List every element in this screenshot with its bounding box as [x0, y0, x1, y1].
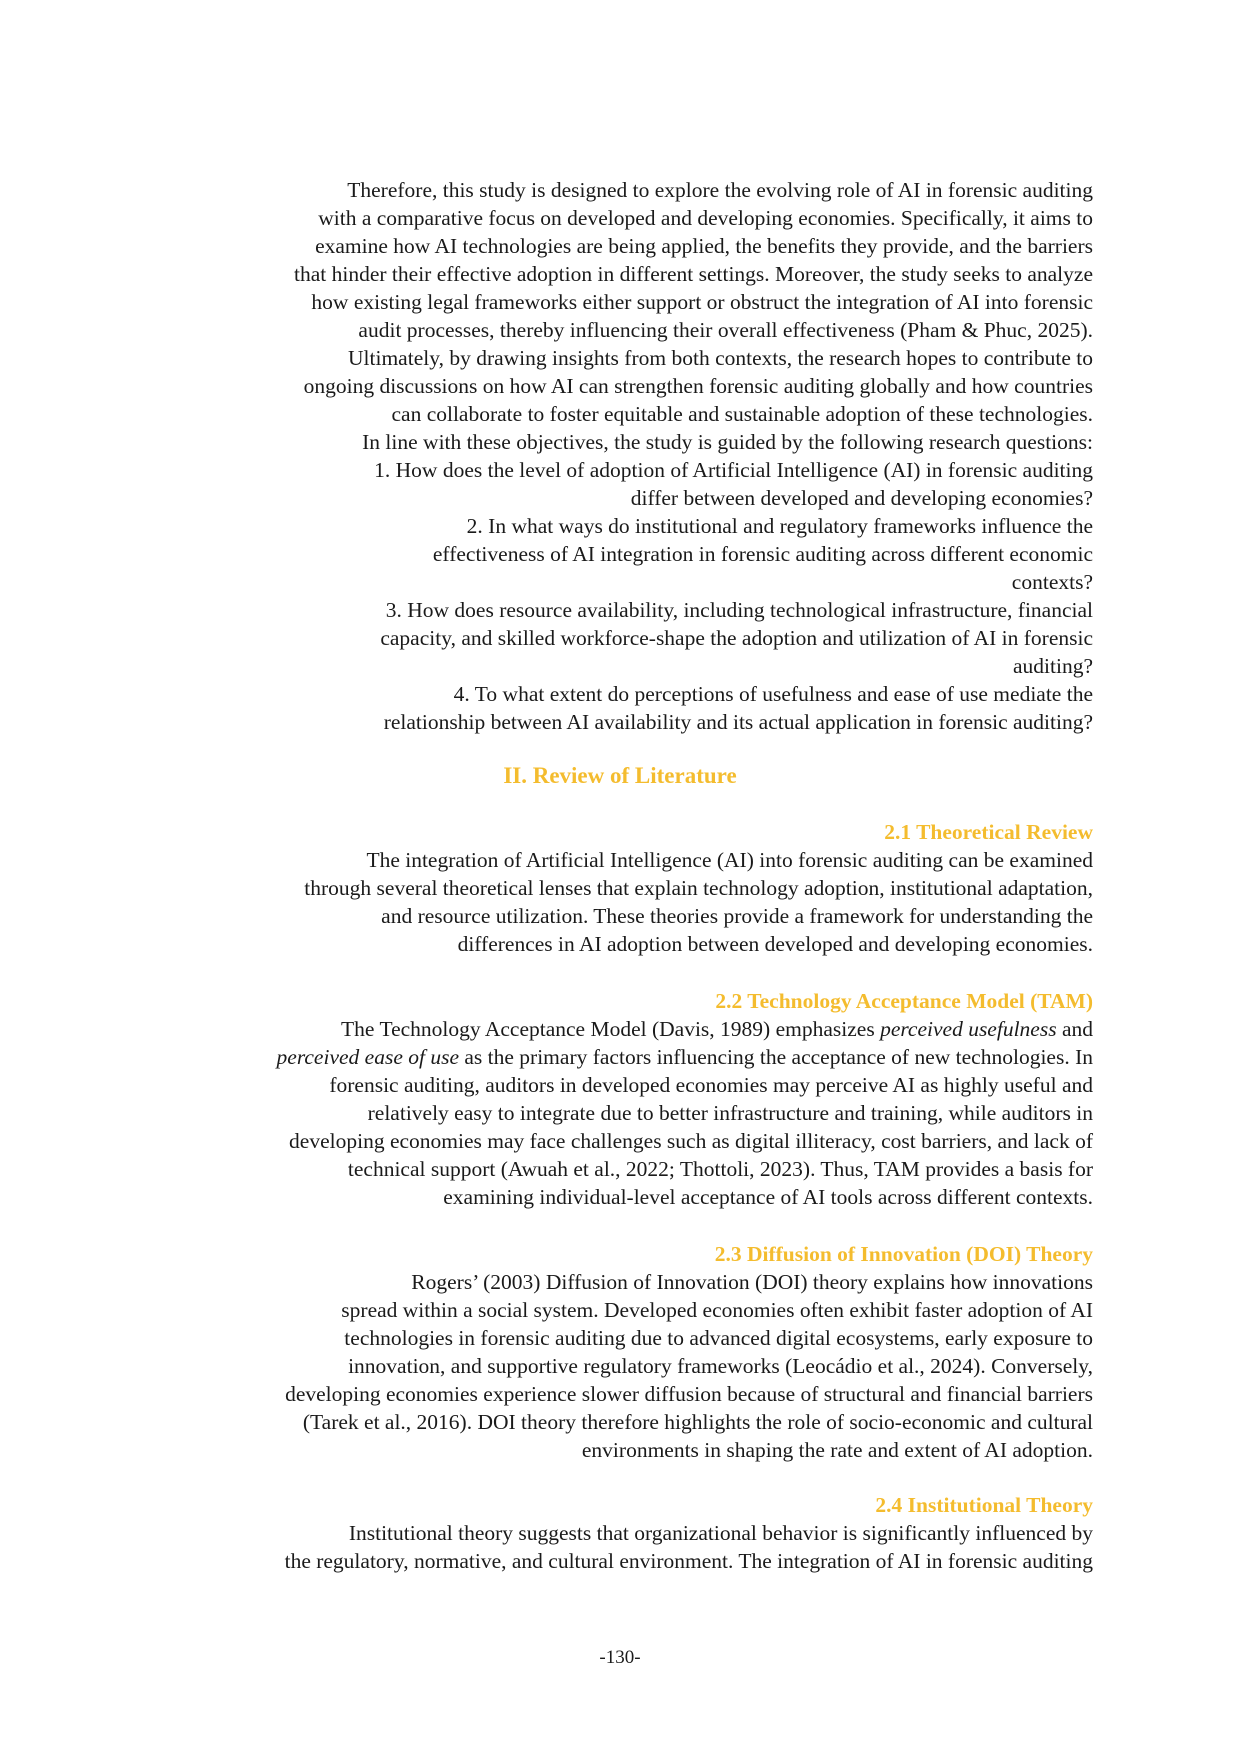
research-question-3 — [153, 596, 1093, 680]
intro-line: with a comparative focus on developed and developing economies. Specifically, it aims to — [318, 206, 1093, 230]
question-line: effectiveness of AI integration in forensic auditing across different economic — [432, 542, 1093, 566]
emphasis-text: perceived ease of use — [276, 1045, 459, 1069]
paragraph-line — [153, 1043, 1093, 1071]
paragraph-line: innovation, and supportive regulatory frameworks (Leocádio et al., 2024). Conversely, — [348, 1354, 1093, 1378]
intro-line: examine how AI technologies are being applied, the benefits they provide, and the barriers — [315, 234, 1093, 258]
section-heading: II. Review of Literature — [503, 763, 737, 788]
question-line: 3. How does resource availability, including technological infrastructure, financial — [385, 598, 1093, 622]
question-line: differ between developed and developing economies? — [630, 486, 1093, 510]
intro-line: Therefore, this study is designed to explore the evolving role of AI in forensic auditing — [347, 178, 1093, 202]
paragraph-line — [153, 1015, 1093, 1043]
paragraph-line: Rogers’ (2003) Diffusion of Innovation (DOI) theory explains how innovations — [411, 1270, 1093, 1294]
paragraph-line: the regulatory, normative, and cultural environment. The integration of AI in forensic auditing — [284, 1549, 1093, 1573]
intro-line: how existing legal frameworks either support or obstruct the integration of AI into forensic — [311, 290, 1093, 314]
paragraph-line: relatively easy to integrate due to better infrastructure and training, while auditors in — [367, 1101, 1093, 1125]
paragraph-line: and resource utilization. These theories provide a framework for understanding the — [381, 904, 1093, 928]
paragraph-line: (Tarek et al., 2016). DOI theory therefore highlights the role of socio-economic and cultural — [302, 1410, 1093, 1434]
text-run: as the primary factors influencing the acceptance of new technologies. In — [459, 1045, 1093, 1069]
paragraph-line: through several theoretical lenses that explain technology adoption, institutional adaptation, — [304, 876, 1093, 900]
research-question-2 — [153, 512, 1093, 596]
section-heading-container — [0, 761, 1240, 791]
question-line: contexts? — [1011, 570, 1093, 594]
subsection-heading: 2.1 Theoretical Review — [884, 820, 1093, 844]
question-line: auditing? — [1012, 654, 1093, 678]
intro-line: Ultimately, by drawing insights from both contexts, the research hopes to contribute to — [348, 346, 1093, 370]
text-run: The Technology Acceptance Model (Davis, 1989) emphasizes — [341, 1017, 881, 1041]
intro-line: In line with these objectives, the study is guided by the following research questions: — [362, 430, 1093, 454]
question-line: 2. In what ways do institutional and regulatory frameworks influence the — [466, 514, 1093, 538]
paragraph-line: forensic auditing, auditors in developed economies may perceive AI as highly useful and — [329, 1073, 1093, 1097]
intro-line: can collaborate to foster equitable and sustainable adoption of these technologies. — [391, 402, 1093, 426]
subsection-heading: 2.4 Institutional Theory — [875, 1493, 1093, 1517]
text-run: and — [1056, 1017, 1093, 1041]
paragraph-line: Institutional theory suggests that organizational behavior is significantly influenced by — [348, 1521, 1093, 1545]
intro-line: that hinder their effective adoption in different settings. Moreover, the study seeks to analyze — [294, 262, 1093, 286]
institutional-theory-section — [153, 1491, 1093, 1575]
tam-section — [153, 987, 1093, 1211]
paragraph-line: technical support (Awuah et al., 2022; Thottoli, 2023). Thus, TAM provides a basis for — [347, 1157, 1093, 1181]
subsection-heading: 2.2 Technology Acceptance Model (TAM) — [715, 989, 1093, 1013]
intro-line: ongoing discussions on how AI can strengthen forensic auditing globally and how countries — [303, 374, 1093, 398]
question-line: capacity, and skilled workforce-shape the adoption and utilization of AI in forensic — [380, 626, 1093, 650]
paragraph-line: examining individual-level acceptance of AI tools across different contexts. — [443, 1185, 1093, 1209]
question-line: 1. How does the level of adoption of Artificial Intelligence (AI) in forensic auditing — [374, 458, 1093, 482]
paragraph-line: The integration of Artificial Intelligence (AI) into forensic auditing can be examined — [366, 848, 1093, 872]
subsection-heading: 2.3 Diffusion of Innovation (DOI) Theory — [714, 1242, 1093, 1266]
paragraph-line: differences in AI adoption between developed and developing economies. — [457, 932, 1093, 956]
paragraph-line: technologies in forensic auditing due to advanced digital ecosystems, early exposure to — [344, 1326, 1093, 1350]
question-line: relationship between AI availability and its actual application in forensic auditing? — [383, 710, 1093, 734]
paragraph-line: developing economies may face challenges such as digital illiteracy, cost barriers, and lack of — [289, 1129, 1093, 1153]
research-question-1 — [153, 456, 1093, 512]
intro-line: audit processes, thereby influencing their overall effectiveness (Pham & Phuc, 2025). — [358, 318, 1093, 342]
question-line: 4. To what extent do perceptions of usefulness and ease of use mediate the — [453, 682, 1093, 706]
intro-paragraph — [153, 176, 1093, 456]
paragraph-line: spread within a social system. Developed economies often exhibit faster adoption of AI — [341, 1298, 1093, 1322]
research-questions-list — [153, 456, 1093, 736]
theoretical-review-section — [153, 818, 1093, 958]
page-number: -130- — [599, 1647, 641, 1668]
paragraph-line: environments in shaping the rate and extent of AI adoption. — [581, 1438, 1093, 1462]
paragraph-line: developing economies experience slower diffusion because of structural and financial barriers — [285, 1382, 1093, 1406]
emphasis-text: perceived usefulness — [880, 1017, 1057, 1041]
research-question-4 — [153, 680, 1093, 736]
doi-section — [153, 1240, 1093, 1464]
